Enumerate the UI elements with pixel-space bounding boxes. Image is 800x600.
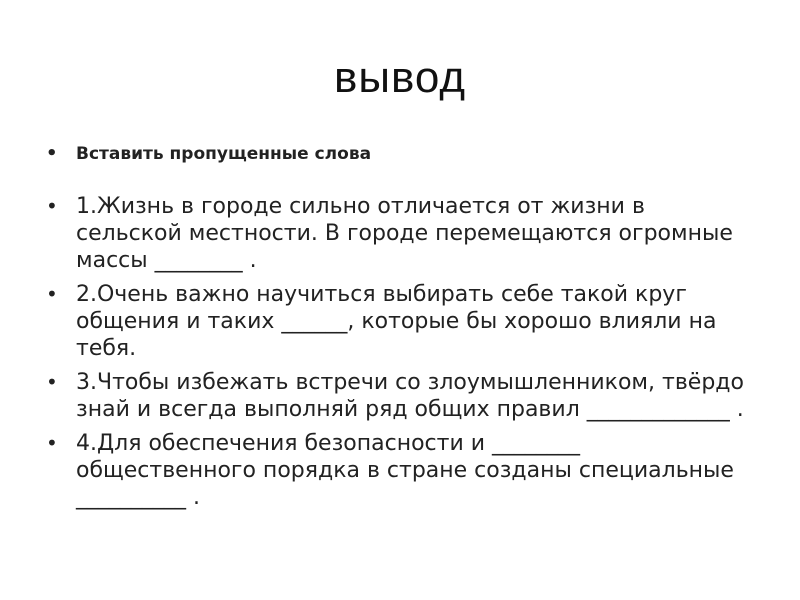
question-text: 2.Очень важно научиться выбирать себе такой круг общения и таких ______, которые бы хорошо влияли на тебя. bbox=[76, 282, 717, 361]
list-item bbox=[44, 193, 744, 274]
instruction-text: Вставить пропущенные слова bbox=[76, 144, 372, 164]
question-text: 3.Чтобы избежать встречи со злоумышленником, твёрдо знай и всегда выполняй ряд общих правил _____________ . bbox=[76, 370, 744, 422]
slide-content bbox=[44, 142, 744, 518]
question-text: 1.Жизнь в городе сильно отличается от жизни в сельской местности. В городе перемещаются огромные массы ________ . bbox=[76, 194, 733, 273]
bullet-icon: • bbox=[46, 143, 58, 164]
list-item bbox=[44, 430, 744, 511]
bullet-icon: • bbox=[46, 370, 58, 394]
list-item bbox=[44, 281, 744, 362]
question-text: 4.Для обеспечения безопасности и ________ общественного порядка в стране созданы специальные __________ . bbox=[76, 431, 734, 510]
bullet-icon: • bbox=[46, 431, 58, 455]
slide-title: вывод bbox=[333, 53, 467, 102]
bullet-icon: • bbox=[46, 194, 58, 218]
bullet-icon: • bbox=[46, 282, 58, 306]
list-item bbox=[44, 369, 744, 423]
instruction-item bbox=[44, 142, 744, 166]
